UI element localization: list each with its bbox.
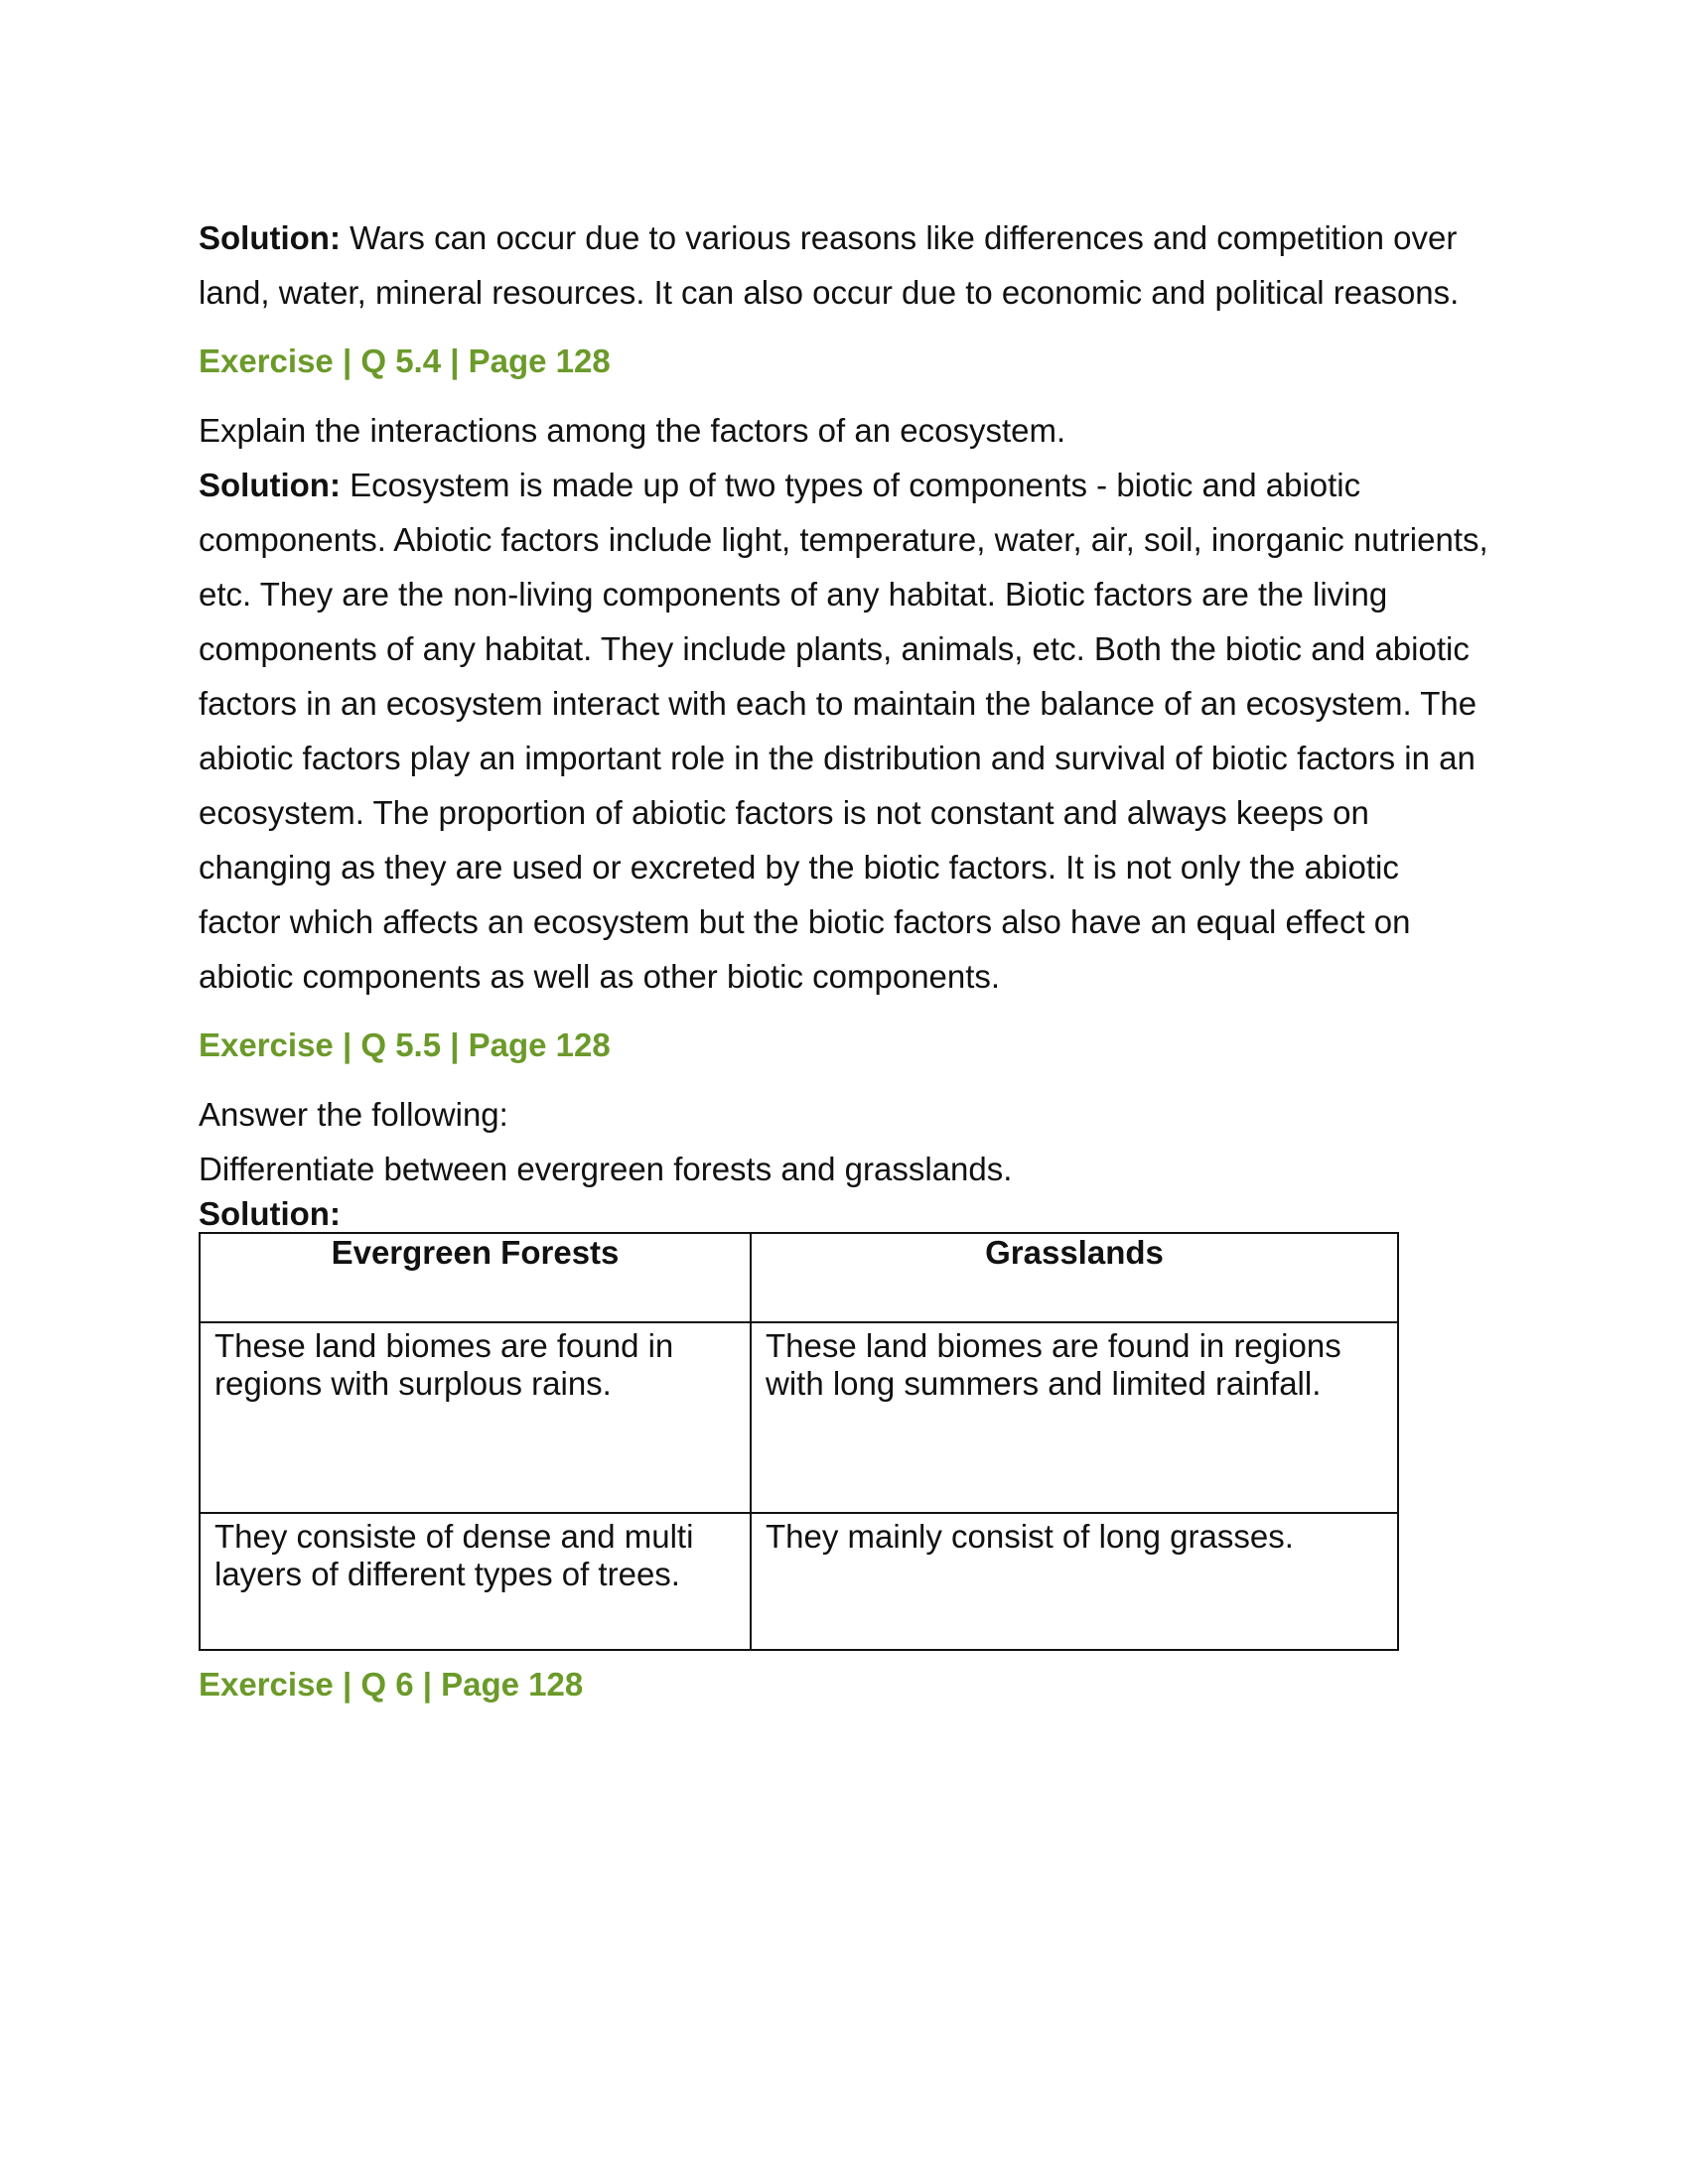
exercise-heading-q6: Exercise | Q 6 | Page 128 [199,1666,584,1703]
table-cell: They mainly consist of long grasses. [751,1513,1398,1650]
solution-paragraph-ecosystem [199,458,1489,1004]
table-cell: They consiste of dense and multi layers of different types of trees. [200,1513,751,1650]
solution-label: Solution: [199,467,341,503]
table-cell: These land biomes are found in regions with long summers and limited rainfall. [751,1322,1398,1513]
table-row [200,1513,1398,1650]
question-text: Differentiate between evergreen forests and grasslands. [199,1151,1013,1187]
solution-text: Ecosystem is made up of two types of components - biotic and abiotic components. Abiotic factors include light, temperature, water, air, soil, inorganic nutrients, etc. They are the non-living components of any habitat. Biotic factors are the living components of any habitat. They include plants, animals, etc. Both the biotic and abiotic factors in an ecosystem interact with each to maintain the balance of an ecosystem. The abiotic factors play an important role in the distribution and survival of biotic factors in an ecosystem. The proportion of abiotic factors is not constant and always keeps on changing as they are used or excreted by the biotic factors. It is not only the abiotic factor which affects an ecosystem but the biotic factors also have an equal effect on abiotic components as well as other biotic components. [199,467,1488,995]
solution-text: Wars can occur due to various reasons like differences and competition over land, water, mineral resources. It can also occur due to economic and political reasons. [199,219,1460,311]
table-header-row [200,1233,1398,1322]
table-row [200,1322,1398,1513]
table-header-cell: Evergreen Forests [200,1233,751,1322]
solution-label: Solution: [199,219,341,256]
document-page [199,210,1489,1705]
solution-paragraph-wars [199,210,1489,320]
table-cell: These land biomes are found in regions with surplous rains. [200,1322,751,1513]
question-text: Explain the interactions among the factors of an ecosystem. [199,412,1066,449]
table-header-cell: Grasslands [751,1233,1398,1322]
solution-label: Solution: [199,1195,341,1232]
question-intro: Answer the following: [199,1096,508,1133]
comparison-table [199,1232,1399,1651]
exercise-heading-q5-4: Exercise | Q 5.4 | Page 128 [199,342,611,379]
exercise-heading-q5-5: Exercise | Q 5.5 | Page 128 [199,1026,611,1063]
